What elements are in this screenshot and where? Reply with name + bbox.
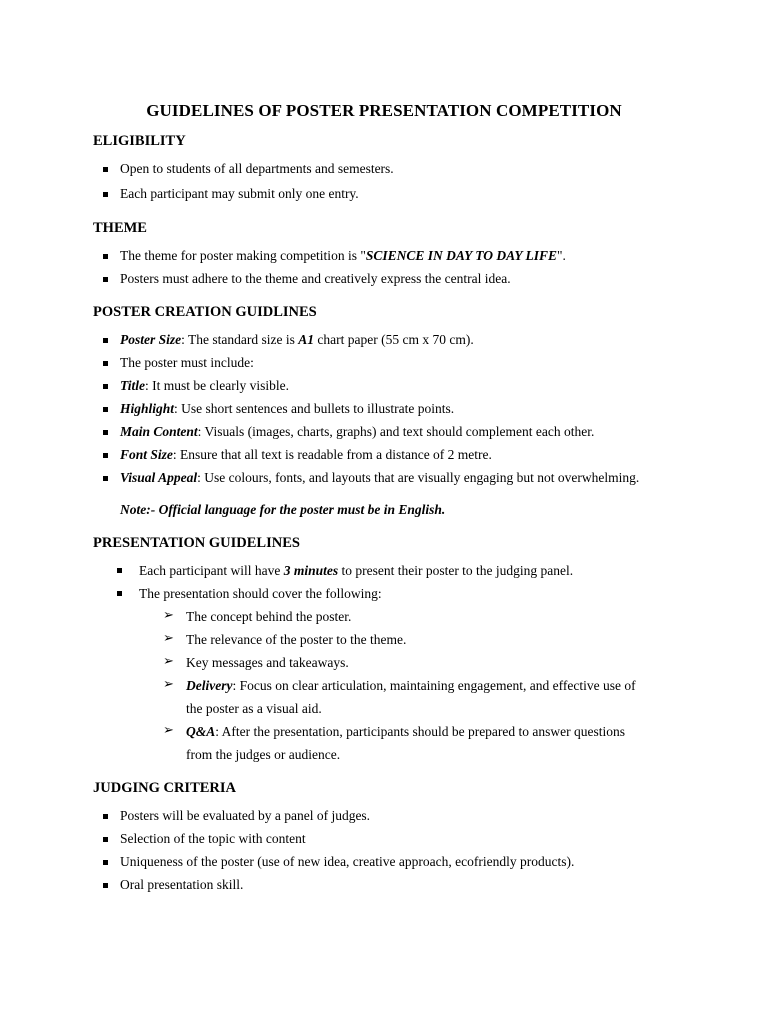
bullet-icon	[103, 407, 108, 412]
presentation-heading: PRESENTATION GUIDELINES	[93, 535, 300, 551]
eligibility-heading: ELIGIBILITY	[93, 133, 186, 149]
item-text: : Use colours, fonts, and layouts that are visually engaging but not overwhelming.	[197, 470, 640, 485]
item-text: : Focus on clear articulation, maintaining engagement, and effective use of	[232, 678, 636, 693]
presentation-subitem	[186, 723, 625, 741]
item-text: Each participant will have	[139, 563, 284, 578]
language-note: Note:- Official language for the poster must be in English.	[120, 502, 446, 517]
bullet-icon	[103, 338, 108, 343]
item-label: Delivery	[186, 678, 233, 693]
bullet-icon	[117, 568, 122, 573]
bullet-icon	[103, 254, 108, 259]
creation-item	[120, 331, 474, 349]
presentation-subitem-continued: the poster as a visual aid.	[186, 701, 322, 716]
theme-name: SCIENCE IN DAY TO DAY LIFE	[365, 248, 558, 263]
judging-item: Selection of the topic with content	[120, 831, 306, 846]
judging-item: Uniqueness of the poster (use of new idea, creative approach, ecofriendly products).	[120, 854, 575, 869]
bullet-icon	[103, 167, 108, 172]
bullet-icon	[103, 361, 108, 366]
item-text: : It must be clearly visible.	[145, 378, 289, 393]
bullet-icon	[103, 860, 108, 865]
item-text: : Use short sentences and bullets to illustrate points.	[174, 401, 455, 416]
item-text: : Ensure that all text is readable from a distance of 2 metre.	[172, 447, 492, 462]
presentation-subitem: The concept behind the poster.	[186, 609, 352, 624]
item-text: to present their poster to the judging panel.	[338, 563, 574, 578]
eligibility-item: Each participant may submit only one entry.	[120, 186, 359, 201]
arrow-bullet-icon: ➢	[163, 723, 174, 738]
presentation-subitem: Key messages and takeaways.	[186, 655, 349, 670]
presentation-subitem-continued: from the judges or audience.	[186, 747, 341, 762]
item-label: Font Size	[120, 447, 173, 462]
bullet-icon	[103, 453, 108, 458]
creation-item	[120, 377, 289, 395]
theme-heading: THEME	[93, 220, 147, 236]
item-label: Q&A	[186, 724, 216, 739]
arrow-bullet-icon: ➢	[163, 677, 174, 692]
bullet-icon	[103, 384, 108, 389]
bullet-icon	[103, 837, 108, 842]
arrow-bullet-icon: ➢	[163, 608, 174, 623]
judging-item: Oral presentation skill.	[120, 877, 244, 892]
arrow-bullet-icon: ➢	[163, 654, 174, 669]
presentation-subitem: The relevance of the poster to the theme.	[186, 632, 407, 647]
item-label: Main Content	[120, 424, 198, 439]
bullet-icon	[103, 192, 108, 197]
judging-heading: JUDGING CRITERIA	[93, 780, 237, 796]
theme-text: The theme for poster making competition is "	[120, 248, 366, 263]
creation-item: The poster must include:	[120, 355, 254, 370]
presentation-item	[139, 562, 573, 580]
creation-item	[120, 446, 492, 464]
theme-text-end: ".	[557, 248, 566, 263]
presentation-item: The presentation should cover the following:	[139, 586, 382, 601]
creation-item	[120, 400, 454, 418]
eligibility-item: Open to students of all departments and semesters.	[120, 161, 394, 176]
theme-item: Posters must adhere to the theme and creatively express the central idea.	[120, 271, 511, 286]
judging-item: Posters will be evaluated by a panel of judges.	[120, 808, 371, 823]
bullet-icon	[103, 476, 108, 481]
bullet-icon	[103, 430, 108, 435]
creation-item	[120, 423, 594, 441]
item-text: : Visuals (images, charts, graphs) and text should complement each other.	[197, 424, 595, 439]
item-emphasis: A1	[298, 332, 315, 347]
item-emphasis: 3 minutes	[283, 563, 339, 578]
item-text: chart paper (55 cm x 70 cm).	[314, 332, 474, 347]
item-text: : After the presentation, participants should be prepared to answer questions	[215, 724, 626, 739]
creation-item	[120, 469, 639, 487]
item-label: Highlight	[120, 401, 175, 416]
bullet-icon	[117, 591, 122, 596]
creation-heading: POSTER CREATION GUIDLINES	[93, 304, 317, 320]
item-label: Title	[120, 378, 145, 393]
bullet-icon	[103, 814, 108, 819]
bullet-icon	[103, 277, 108, 282]
document-title: GUIDELINES OF POSTER PRESENTATION COMPETITION	[146, 101, 622, 120]
bullet-icon	[103, 883, 108, 888]
item-text: : The standard size is	[181, 332, 299, 347]
item-label: Visual Appeal	[120, 470, 198, 485]
presentation-subitem	[186, 677, 636, 695]
item-label: Poster Size	[120, 332, 182, 347]
theme-item	[120, 247, 566, 265]
arrow-bullet-icon: ➢	[163, 631, 174, 646]
